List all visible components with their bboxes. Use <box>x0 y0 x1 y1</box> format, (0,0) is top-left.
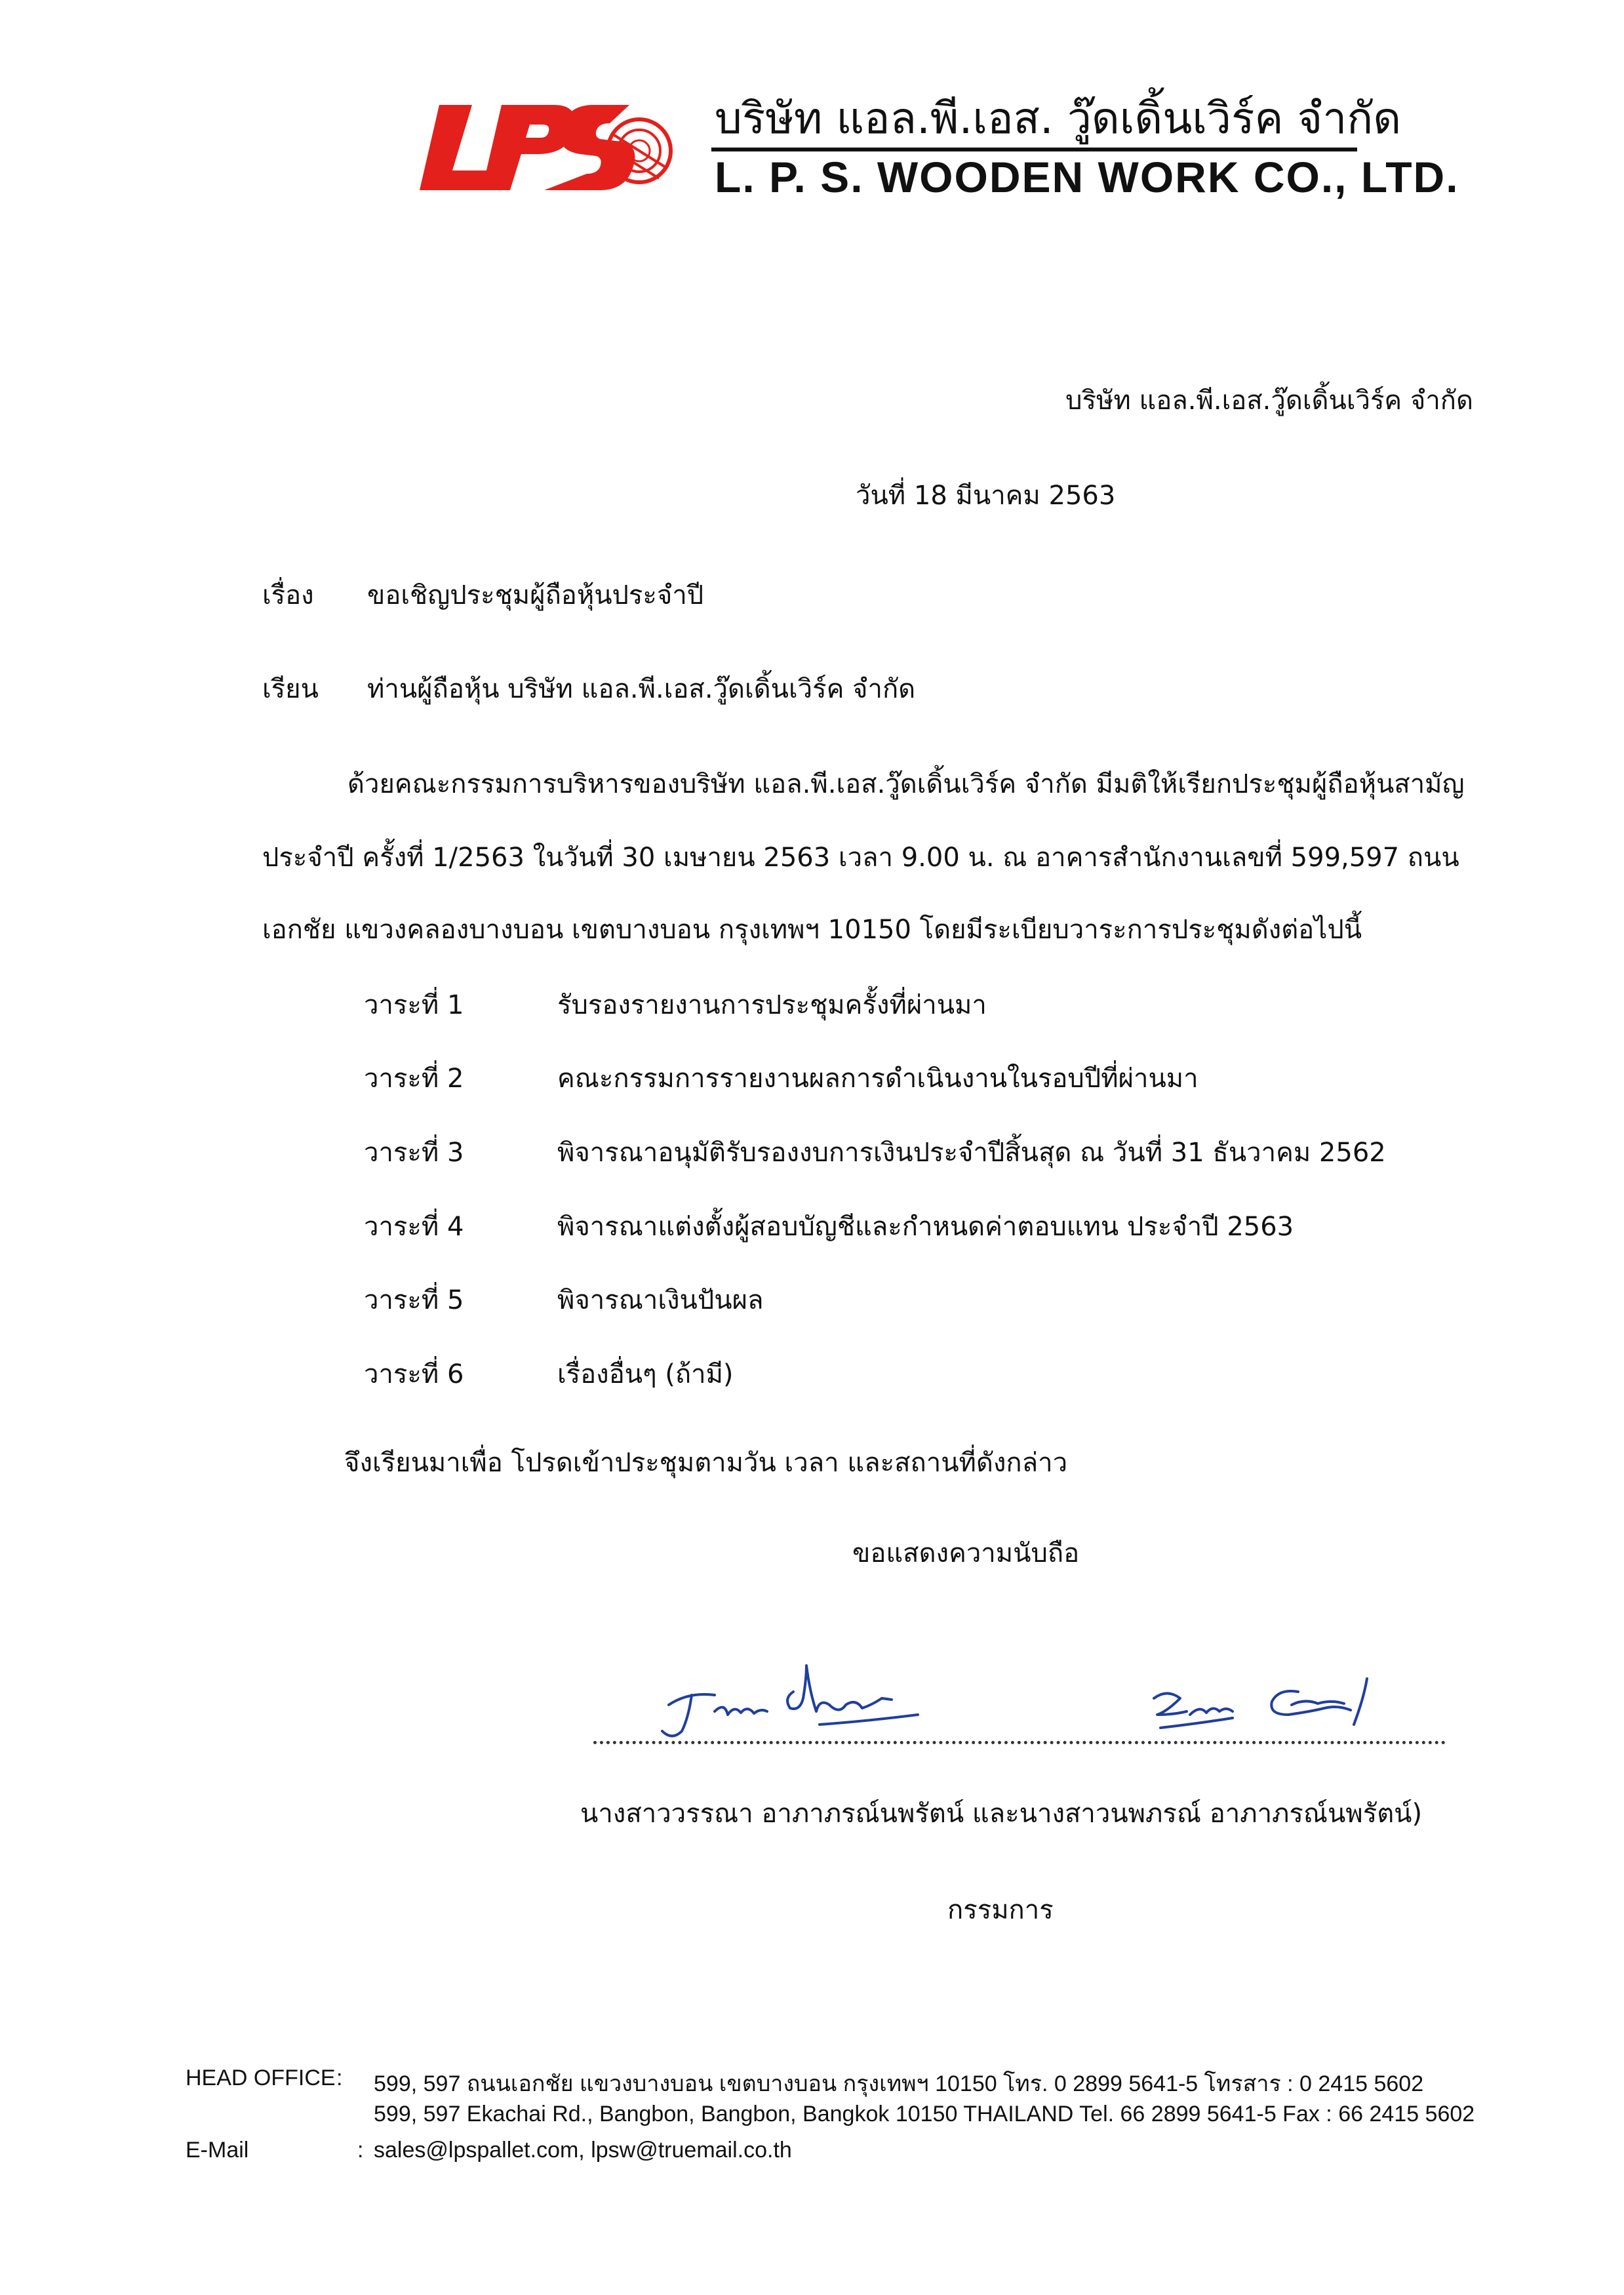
agenda-item: พิจารณาอนุมัติรับรองงบการเงินประจำปีสิ้นสุด ณ วันที่ 31 ธันวาคม 2562 <box>557 1138 1386 1168</box>
email-label: E-Mail <box>186 2138 249 2163</box>
company-name-english: L. P. S. WOODEN WORK CO., LTD. <box>715 153 1459 201</box>
address-english: 599, 597 Ekachai Rd., Bangbon, Bangbon, Bangkok 10150 THAILAND Tel. 66 2899 5641-5 Fax : 66 2415 5602 <box>374 2102 1475 2126</box>
address-thai: 599, 597 ถนนเอกชัย แขวงบางบอน เขตบางบอน กรุงเทพฯ 10150 โทร. 0 2899 5641-5 โทรสาร : 0 2415 5602 <box>374 2071 1424 2096</box>
company-name-thai: บริษัท แอล.พี.เอส. วู๊ดเดิ้นเวิร์ค จำกัด <box>715 93 1402 144</box>
email-addresses[interactable]: sales@lpspallet.com, lpsw@truemail.co.th <box>374 2138 792 2163</box>
agenda-item: รับรองรายงานการประชุมครั้งที่ผ่านมา <box>557 990 987 1020</box>
signer-names: นางสาววรรณา อาภาภรณ์นพรัตน์ และนางสาวนพภรณ์ อาภาภรณ์นพรัตน์) <box>580 1799 1423 1829</box>
body-line-2: ประจำปี ครั้งที่ 1/2563 ในวันที่ 30 เมษายน 2563 เวลา 9.00 น. ณ อาคารสำนักงานเลขที่ 599,597 ถนน <box>262 843 1459 873</box>
issuer-name: บริษัท แอล.พี.เอส.วู๊ดเดิ้นเวิร์ค จำกัด <box>1065 386 1473 416</box>
letter-date: วันที่ 18 มีนาคม 2563 <box>856 481 1116 511</box>
regards-text: ขอแสดงความนับถือ <box>852 1538 1080 1568</box>
agenda-item: พิจารณาแต่งตั้งผู้สอบบัญชีและกำหนดค่าตอบแทน ประจำปี 2563 <box>557 1212 1294 1242</box>
agenda-label: วาระที่ 3 <box>364 1138 464 1168</box>
handwritten-signatures <box>643 1652 1416 1751</box>
head-office-label: HEAD OFFICE <box>186 2066 336 2090</box>
agenda-item: พิจารณาเงินปันผล <box>557 1285 764 1315</box>
agenda-label: วาระที่ 2 <box>364 1064 464 1094</box>
recipient-text: ท่านผู้ถือหุ้น บริษัท แอล.พี.เอส.วู๊ดเดิ้นเวิร์ค จำกัด <box>367 674 916 704</box>
company-logo <box>413 98 679 197</box>
separator: : <box>357 2138 364 2163</box>
agenda-label: วาระที่ 1 <box>364 990 464 1020</box>
signer-title: กรรมการ <box>947 1895 1054 1925</box>
signature-dotted-line <box>593 1741 1446 1744</box>
subject-text: ขอเชิญประชุมผู้ถือหุ้นประจำปี <box>367 580 704 610</box>
agenda-label: วาระที่ 5 <box>364 1285 464 1315</box>
separator: : <box>336 2066 343 2090</box>
agenda-item: คณะกรรมการรายงานผลการดำเนินงานในรอบปีที่ผ่านมา <box>557 1064 1198 1094</box>
body-line-3: เอกชัย แขวงคลองบางบอน เขตบางบอน กรุงเทพฯ 10150 โดยมีระเบียบวาระการประชุมดังต่อไปนี้ <box>262 915 1362 945</box>
closing-sentence: จึงเรียนมาเพื่อ โปรดเข้าประชุมตามวัน เวลา และสถานที่ดังกล่าว <box>344 1448 1068 1478</box>
recipient-label: เรียน <box>262 674 319 704</box>
agenda-label: วาระที่ 4 <box>364 1212 464 1242</box>
subject-label: เรื่อง <box>262 580 314 610</box>
agenda-label: วาระที่ 6 <box>364 1359 464 1389</box>
agenda-item: เรื่องอื่นๆ (ถ้ามี) <box>557 1359 734 1389</box>
header-divider <box>711 148 1357 151</box>
body-line-1: ด้วยคณะกรรมการบริหารของบริษัท แอล.พี.เอส.วู๊ดเดิ้นเวิร์ค จำกัด มีมติให้เรียกประชุมผู้ถือหุ้นสามัญ <box>347 769 1465 799</box>
